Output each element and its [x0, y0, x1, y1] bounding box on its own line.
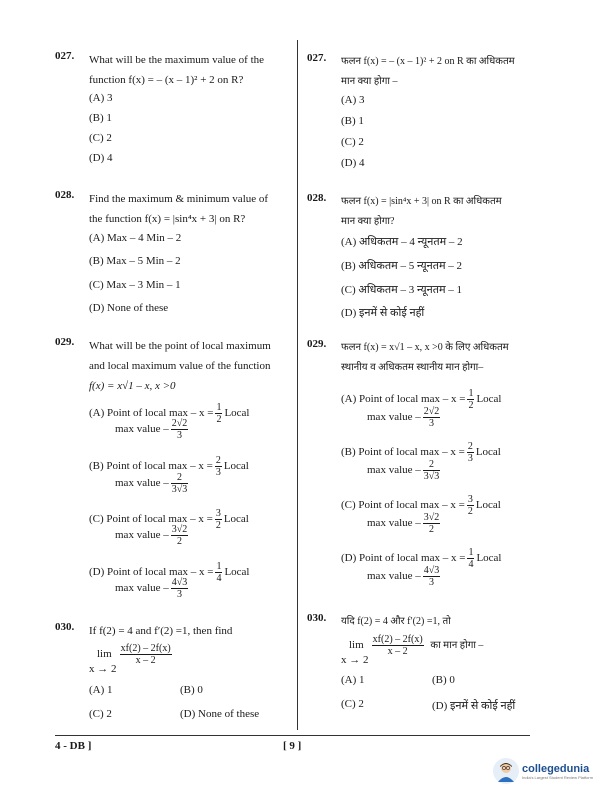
- option-b: (B) 1: [341, 115, 364, 127]
- question-number: 027.: [55, 50, 75, 62]
- option-a: (A) 3: [341, 94, 365, 106]
- limit-variable: x → 2: [89, 663, 117, 675]
- max-value: max value – $\frac{2√2}{3}$: [115, 418, 188, 441]
- limit-variable: x → 2: [341, 654, 369, 666]
- question-number: 029.: [307, 338, 327, 350]
- option-c: (C) 2: [89, 132, 112, 144]
- question-text: Find the maximum & minimum value of the function f(x) = |sin⁴x + 3| on R?: [89, 193, 269, 225]
- max-value: max value – $\frac{3√2}{2}$: [367, 512, 440, 535]
- option-b: (B) Point of local max – x = $\frac{2}{3}$ Local: [89, 455, 249, 478]
- option-c: (C) 2: [89, 708, 112, 720]
- max-value: max value – $\frac{2√2}{3}$: [367, 406, 440, 429]
- option-d: (D) 4: [89, 152, 113, 164]
- fraction: $\frac{1}{4}$: [468, 547, 474, 570]
- student-icon: [493, 758, 519, 784]
- max-value: max value – $\frac{2}{3√3}$: [367, 459, 440, 482]
- question-number: 028.: [307, 192, 327, 204]
- option-b: (B) 0: [180, 684, 203, 696]
- column-divider: [297, 40, 298, 730]
- option-b: (B) 1: [89, 112, 112, 124]
- collegedunia-logo: [493, 758, 593, 784]
- option-d: (D) Point of local max – x = $\frac{1}{4}$ Local: [341, 547, 502, 570]
- fraction: $\frac{3}{2}$: [467, 494, 473, 517]
- fraction: $\frac{xf(2) - 2f(x)}{x - 2}$: [120, 643, 171, 666]
- fraction: $\frac{2}{3√3}$: [171, 472, 188, 495]
- question-text: What will be the maximum value of the function f(x) = – (x – 1)² + 2 on R?: [89, 54, 265, 86]
- logo-name: collegedunia: [522, 762, 590, 775]
- option-d: (D) इनमें से कोई नहीं: [432, 700, 516, 712]
- option-c: (C) 2: [341, 136, 364, 148]
- option-a: (A) अधिकतम – 4 न्यूनतम – 2: [341, 236, 463, 248]
- question-number: 028.: [55, 189, 75, 201]
- option-d: (D) None of these: [180, 708, 260, 720]
- fraction: $\frac{1}{2}$: [468, 388, 474, 411]
- fraction: $\frac{2}{3}$: [467, 441, 473, 464]
- question-number: 030.: [55, 621, 75, 633]
- option-d: (D) इनमें से कोई नहीं: [341, 307, 425, 319]
- option-c: (C) 2: [341, 698, 364, 710]
- fraction: $\frac{3√2}{2}$: [423, 512, 440, 535]
- question-text: फलन f(x) = x√1 – x, x >0 के लिए अधिकतम स्थानीय व अधिकतम स्थानीय मान होगा–: [341, 342, 509, 373]
- option-a: (A) Max – 4 Min – 2: [89, 232, 182, 244]
- option-a: (A) Point of local max – x = $\frac{1}{2}$ Local: [341, 388, 502, 411]
- max-value: max value – $\frac{4√3}{3}$: [115, 577, 188, 600]
- question-text: फलन f(x) = |sin⁴x + 3| on R का अधिकतम मान क्या होगा?: [341, 196, 502, 227]
- option-b: (B) 0: [432, 674, 455, 686]
- fraction: $\frac{4√3}{3}$: [171, 577, 188, 600]
- fraction: $\frac{2√2}{3}$: [171, 418, 188, 441]
- max-value: max value – $\frac{4√3}{3}$: [367, 565, 440, 588]
- fraction: $\frac{1}{4}$: [216, 561, 222, 584]
- fraction: $\frac{3}{2}$: [215, 508, 221, 531]
- option-b: (B) Max – 5 Min – 2: [89, 255, 181, 267]
- question-text: What will be the point of local maximum and local maximum value of the function f(x) = x√1 – x, x >0: [89, 340, 271, 392]
- question-text: यदि f(2) = 4 और f′(2) =1, तो: [341, 616, 451, 627]
- fraction: $\frac{4√3}{3}$: [423, 565, 440, 588]
- option-a: (A) Point of local max – x = $\frac{1}{2}$ Local: [89, 402, 250, 425]
- fraction: $\frac{xf(2) - 2f(x)}{x - 2}$: [372, 634, 423, 657]
- option-a: (A) 3: [89, 92, 113, 104]
- option-c: (C) Point of local max – x = $\frac{3}{2}$ Local: [89, 508, 249, 531]
- option-d: (D) 4: [341, 157, 365, 169]
- max-value: max value – $\frac{2}{3√3}$: [115, 472, 188, 495]
- fraction: $\frac{2√2}{3}$: [423, 406, 440, 429]
- fraction: $\frac{1}{2}$: [216, 402, 222, 425]
- limit-expression: lim $\frac{xf(2) - 2f(x)}{x - 2}$: [97, 643, 171, 666]
- option-a: (A) 1: [341, 674, 365, 686]
- fraction: $\frac{3√2}{2}$: [171, 524, 188, 547]
- option-c: (C) Max – 3 Min – 1: [89, 279, 181, 291]
- page-number: [ 9 ]: [283, 740, 302, 752]
- option-a: (A) 1: [89, 684, 113, 696]
- fraction: $\frac{2}{3}$: [215, 455, 221, 478]
- booklet-code: 4 - DB ]: [55, 740, 92, 752]
- option-c: (C) Point of local max – x = $\frac{3}{2}$ Local: [341, 494, 501, 517]
- option-d: (D) None of these: [89, 302, 169, 314]
- max-value: max value – $\frac{3√2}{2}$: [115, 524, 188, 547]
- question-number: 029.: [55, 336, 75, 348]
- option-b: (B) Point of local max – x = $\frac{2}{3}$ Local: [341, 441, 501, 464]
- fraction: $\frac{2}{3√3}$: [423, 459, 440, 482]
- question-text: फलन f(x) = – (x – 1)² + 2 on R का अधिकतम मान क्या होगा –: [341, 56, 515, 87]
- question-number: 030.: [307, 612, 327, 624]
- logo-tagline: India's Largest Student Review Platform: [522, 774, 594, 780]
- limit-expression: lim $\frac{xf(2) - 2f(x)}{x - 2}$ का मान होगा –: [349, 634, 484, 657]
- question-text: If f(2) = 4 and f′(2) =1, then find: [89, 625, 233, 637]
- option-d: (D) Point of local max – x = $\frac{1}{4}$ Local: [89, 561, 250, 584]
- footer-rule: [55, 735, 530, 736]
- option-b: (B) अधिकतम – 5 न्यूनतम – 2: [341, 260, 463, 272]
- question-number: 027.: [307, 52, 327, 64]
- option-c: (C) अधिकतम – 3 न्यूनतम – 1: [341, 284, 463, 296]
